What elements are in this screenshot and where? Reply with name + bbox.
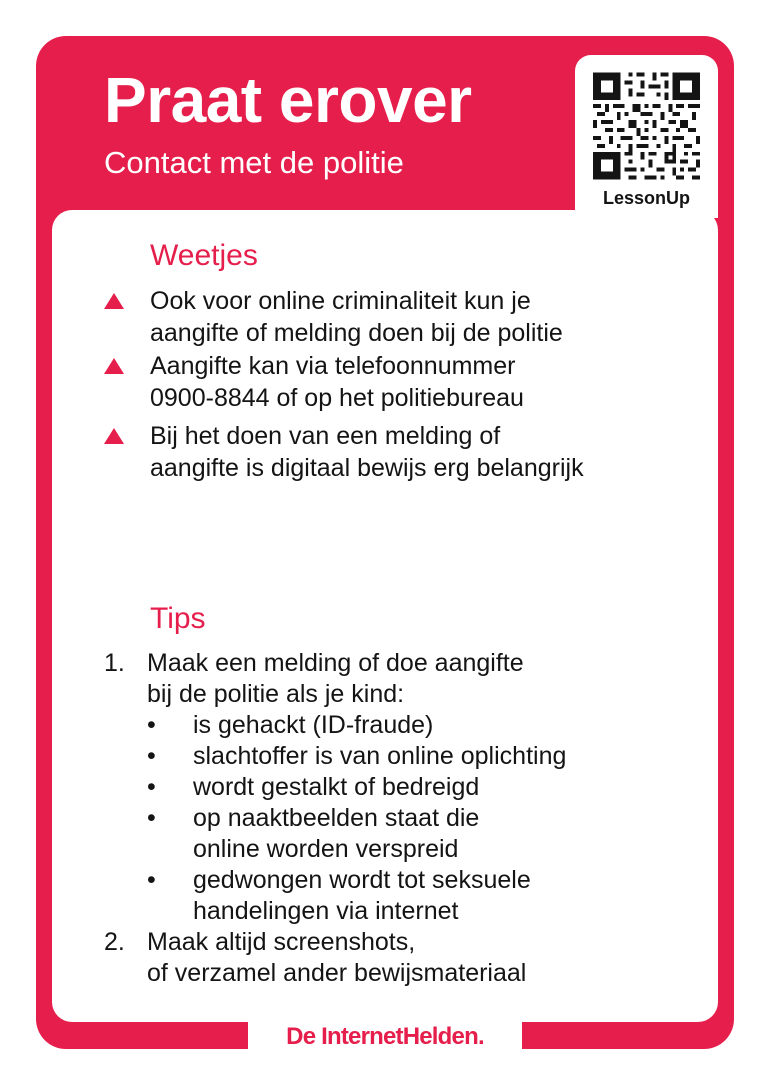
tip-item <box>104 648 684 927</box>
fact-item <box>104 420 704 486</box>
sub-list-item <box>147 803 684 865</box>
sub-item-line: slachtoffer is van online oplichting <box>193 742 567 770</box>
fact-line: Bij het doen van een melding of <box>150 422 501 450</box>
qr-label: LessonUp <box>602 188 690 208</box>
tip-sub-list <box>147 710 684 927</box>
fact-item <box>104 285 704 351</box>
sub-item-line: op naaktbeelden staat die <box>193 804 480 832</box>
sub-item-line: is gehackt (ID-fraude) <box>193 711 434 739</box>
weetjes-heading: Weetjes <box>150 239 258 272</box>
sub-list-item <box>147 772 684 803</box>
tip-number: 2. <box>104 928 125 956</box>
bullet-icon: • <box>147 866 156 894</box>
page-subtitle: Contact met de politie <box>104 145 404 180</box>
fact-line: aangifte of melding doen bij de politie <box>150 319 563 347</box>
tip-item <box>104 927 684 989</box>
bullet-icon: • <box>147 711 156 739</box>
fact-line: aangifte is digitaal bewijs erg belangrijk <box>150 454 584 482</box>
sub-item-line: gedwongen wordt tot seksuele <box>193 866 531 894</box>
tip-line: Maak altijd screenshots, <box>147 928 416 956</box>
triangle-bullet-icon <box>104 428 124 444</box>
bullet-icon: • <box>147 742 156 770</box>
footer-brand <box>248 1022 522 1052</box>
sub-list-item <box>147 865 684 927</box>
tip-number: 1. <box>104 649 125 677</box>
fact-line: Aangifte kan via telefoonnummer <box>150 352 516 380</box>
qr-code-box[interactable] <box>575 55 718 220</box>
tips-list <box>104 648 684 989</box>
triangle-bullet-icon <box>104 293 124 309</box>
qr-code-icon <box>593 67 700 185</box>
page-title: Praat erover <box>104 64 472 136</box>
triangle-bullet-icon <box>104 358 124 374</box>
fact-line: 0900-8844 of op het politiebureau <box>150 384 524 412</box>
sub-item-line: wordt gestalkt of bedreigd <box>193 773 480 801</box>
sub-list-item <box>147 741 684 772</box>
tip-line: of verzamel ander bewijsmateriaal <box>147 959 527 987</box>
fact-line: Ook voor online criminaliteit kun je <box>150 287 531 315</box>
sub-item-line: online worden verspreid <box>193 835 459 863</box>
sub-item-line: handelingen via internet <box>193 897 459 925</box>
fact-item <box>104 350 704 416</box>
sub-list-item <box>147 710 684 741</box>
tip-line: Maak een melding of doe aangifte <box>147 649 524 677</box>
brand-logo-text: De InternetHelden. <box>286 1023 484 1050</box>
bullet-icon: • <box>147 773 156 801</box>
tip-line: bij de politie als je kind: <box>147 680 405 708</box>
bullet-icon: • <box>147 804 156 832</box>
tips-heading: Tips <box>150 602 206 635</box>
